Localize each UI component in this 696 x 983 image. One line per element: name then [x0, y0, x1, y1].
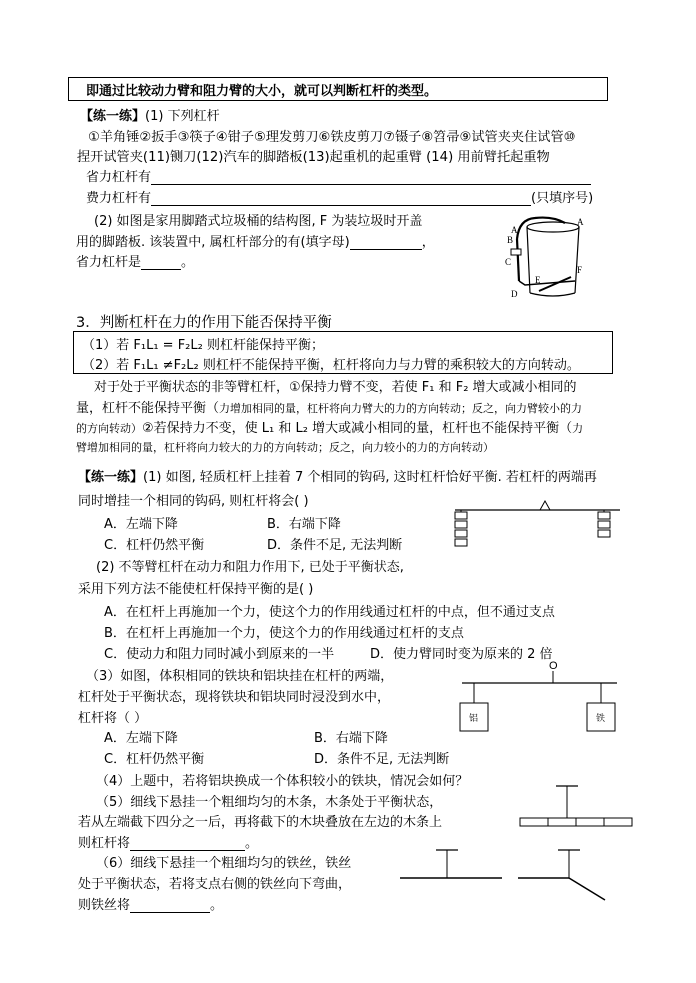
top-box-text: 即通过比较动力臂和阻力臂的大小，就可以判断杠杆的类型。 — [86, 84, 438, 99]
ex1-q2-blank2[interactable] — [141, 256, 181, 270]
ex2-q5-period: 。 — [245, 836, 259, 851]
ex2-q3-option-a[interactable]: A．左端下降 — [104, 731, 178, 746]
ex2-q1-line2: 同时增挂一个相同的钩码, 则杠杆将会( ) — [78, 494, 309, 509]
ex2-q3-line2: 杠杆处于平衡状态，现将铁块和铝块同时浸没到水中， — [78, 690, 391, 705]
ex2-q3-line1: （3）如图，体积相同的铁块和铝块挂在杠杆的两端， — [86, 669, 394, 684]
ex1-q1-label: (1) 下列杠杆 — [145, 109, 220, 124]
iron-wire-figure — [400, 848, 630, 903]
ex2-q2-line1: (2) 不等臂杠杆在动力和阻力作用下, 已处于平衡状态, — [96, 560, 404, 575]
ex2-q1-option-c[interactable]: C．杠杆仍然平衡 — [104, 538, 205, 553]
ex2-q3-line3: 杠杆将（ ） — [78, 711, 148, 726]
section3-p1d: 臂增加相同的量，杠杆将向力较大的力的方向转动；反之，向力较小的力的方向转动） — [76, 441, 494, 454]
save-lever-line — [86, 166, 591, 185]
save-lever-blank[interactable] — [151, 171, 591, 185]
ex2-q2-option-d[interactable]: D．使力臂同时变为原来的 2 倍 — [370, 647, 553, 662]
rule2: （2）若 F₁L₁ ≠F₂L₂ 则杠杆不能保持平衡，杠杆将向力与力臂的乘积较大的方向转动。 — [82, 358, 580, 373]
ex2-q5-line1: （5）细线下悬挂一个粗细均匀的木条，木条处于平衡状态， — [96, 795, 443, 810]
metal-blocks-lever-figure — [452, 655, 632, 735]
cost-lever-line — [86, 187, 593, 206]
section3-title: 3．判断杠杆在力的作用下能否保持平衡 — [76, 315, 332, 331]
cost-lever-blank[interactable] — [151, 192, 531, 206]
wood-stick-figure — [518, 784, 638, 829]
save-lever-label: 省力杠杆有 — [86, 170, 152, 185]
ex1-q2-blank1[interactable] — [350, 236, 422, 250]
ex2-q5-line3 — [78, 832, 258, 851]
section3-p1c-text: ②若保持力不变，使 L₁ 和 L₂ 增大或减小相同的量，杠杆也不能保持平衡（ — [142, 421, 573, 436]
fig-label-a: A — [511, 225, 518, 235]
ex1-q2-line1: (2) 如图是家用脚踏式垃圾桶的结构图, F 为装垃圾时开盖 — [94, 214, 423, 229]
section3-p1c-small: 力 — [572, 422, 584, 435]
ex2-q3-option-c[interactable]: C．杠杆仍然平衡 — [104, 752, 205, 767]
lever-hooks-figure — [455, 498, 625, 548]
fig-label-f: F — [577, 265, 583, 275]
section3-p1c — [76, 417, 583, 436]
section3-p1b-small: 力增加相同的量，杠杆将向力臂大的力的方向转动；反之，向力臂较小的力 — [219, 402, 583, 415]
cost-lever-label: 费力杠杆有 — [86, 191, 152, 206]
ex2-q6-line3-text: 则铁丝将 — [78, 898, 131, 913]
section3-p1b-text: 量，杠杆不能保持平衡（ — [76, 401, 220, 416]
ex2-q5-blank[interactable] — [130, 837, 245, 851]
cost-lever-note: (只填序号) — [531, 191, 594, 206]
ex1-q2-line3 — [76, 251, 194, 270]
fig-label-b: B — [507, 235, 514, 245]
rule1: （1）若 F₁L₁ = F₂L₂ 则杠杆能保持平衡； — [82, 338, 324, 353]
ex2-q1-line1-text: (1) 如图, 轻质杠杆上挂着 7 个相同的钩码, 这时杠杆恰好平衡. 若杠杆的两端再 — [143, 470, 597, 485]
ex2-q5-line2: 若从左端截下四分之一后，再将截下的木块叠放在左边的木条上 — [78, 815, 443, 830]
ex1-items-line2: 捏开试管夹(11)铡刀(12)汽车的脚踏板(13)起重机的起重臂 (14) 用前臂托起重物 — [77, 150, 550, 165]
ex1-q2-line2 — [76, 231, 435, 250]
ex2-q6-line1: （6）细线下悬挂一个粗细均匀的铁丝，铁丝 — [96, 856, 352, 871]
ex2-q6-line3 — [78, 894, 223, 913]
ex2-q2-option-b[interactable]: B．在杠杆上再施加一个力，使这个力的作用线通过杠杆的支点 — [104, 626, 464, 641]
ex2-q6-period: 。 — [210, 898, 224, 913]
ex2-q6-line2: 处于平衡状态，若将支点右侧的铁丝向下弯曲， — [78, 877, 352, 892]
ex1-items-line1: ①羊角锤②扳手③筷子④钳子⑤理发剪刀⑥铁皮剪刀⑦镊子⑧笤帚⑨试管夹夹住试管⑩ — [88, 130, 576, 145]
fig-label-d: D — [511, 289, 518, 299]
ex2-header: 【练一练】 — [78, 470, 144, 485]
ex2-q1-option-d[interactable]: D．条件不足, 无法判断 — [267, 538, 403, 553]
iron-label: 铁 — [596, 714, 606, 724]
ex1-header: 【练一练】 — [80, 109, 146, 124]
ex2-q1-option-b[interactable]: B．右端下降 — [267, 517, 341, 532]
ex2-q6-blank[interactable] — [130, 899, 210, 913]
ex2-q2-option-a[interactable]: A．在杠杆上再施加一个力，使这个力的作用线通过杠杆的中点，但不通过支点 — [104, 605, 555, 620]
ex1-line — [80, 105, 220, 124]
fig-label-e: E — [535, 275, 541, 285]
svg-text:A: A — [577, 217, 584, 227]
ex1-q2-line3-text: 省力杠杆是 — [76, 255, 142, 270]
ex2-q2-option-c[interactable]: C．使动力和阻力同时减小到原来的一半 — [104, 647, 335, 662]
ex1-q2-comma: ， — [421, 235, 435, 250]
pivot-label: O — [549, 660, 558, 672]
ex2-q4: （4）上题中，若将铝块换成一个体积较小的铁块，情况会如何？ — [96, 774, 469, 789]
aluminum-label: 铝 — [469, 714, 479, 724]
ex2-q1-line1 — [78, 466, 597, 485]
ex2-q5-line3-text: 则杠杆将 — [78, 836, 131, 851]
ex1-q2-period: 。 — [181, 255, 195, 270]
fig-label-c: C — [505, 257, 512, 267]
section3-p1b — [76, 397, 582, 416]
ex1-q2-line2-text: 用的脚踏板. 该装置中, 属杠杆部分的有(填字母) — [76, 235, 350, 250]
section3-p1a: 对于处于平衡状态的非等臂杠杆，①保持力臂不变，若使 F₁ 和 F₂ 增大或减小相同的 — [94, 380, 577, 395]
ex2-q3-option-d[interactable]: D．条件不足, 无法判断 — [314, 752, 450, 767]
ex2-q1-option-a[interactable]: A．左端下降 — [104, 517, 178, 532]
ex2-q2-line2: 采用下列方法不能使杠杆保持平衡的是( ) — [78, 582, 314, 597]
trash-can-figure — [505, 213, 595, 303]
section3-p1c-prefix: 的方向转动） — [76, 422, 142, 435]
ex2-q3-option-b[interactable]: B．右端下降 — [314, 731, 388, 746]
